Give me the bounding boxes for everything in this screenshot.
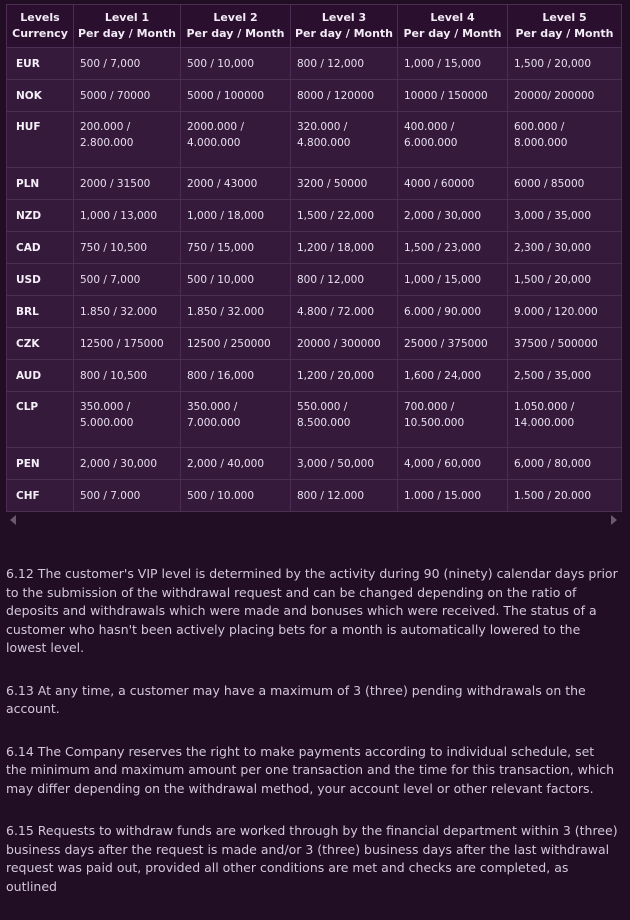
limit-value: 6.000 / 90.000 <box>404 305 482 318</box>
limit-value: 14.000.000 <box>514 417 575 429</box>
limit-cell-level-3 <box>291 80 398 112</box>
limit-cell-level-3 <box>291 480 398 512</box>
caret-right-icon[interactable] <box>611 515 617 525</box>
header-level-3 <box>291 5 398 48</box>
limit-cell-level-1 <box>74 232 181 264</box>
limit-value: 6000 / 85000 <box>514 177 585 190</box>
limit-value: 5000 / 100000 <box>187 89 265 102</box>
limit-cell-level-4 <box>398 296 508 328</box>
limit-value: 20000 / 300000 <box>297 337 381 350</box>
table-row <box>7 392 622 448</box>
limit-value: 12500 / 250000 <box>187 337 271 350</box>
currency-cell: NZD <box>7 200 74 232</box>
limit-value: 8.500.000 <box>297 417 351 429</box>
limit-value: 5000 / 70000 <box>80 89 151 102</box>
header-levels-currency <box>7 5 74 48</box>
table-row <box>7 328 622 360</box>
limit-value: 3200 / 50000 <box>297 177 368 190</box>
limit-cell-level-3 <box>291 328 398 360</box>
limit-value: 1,500 / 23,000 <box>404 241 482 254</box>
limit-cell-level-2 <box>181 264 291 296</box>
limit-cell-level-5 <box>508 392 622 448</box>
limit-cell-level-5 <box>508 264 622 296</box>
limit-value: 600.000 / 8.000.000 <box>514 121 568 149</box>
limit-value: 20000/ 200000 <box>514 89 595 102</box>
table-row <box>7 168 622 200</box>
header-level-2 <box>181 5 291 48</box>
limit-value: 2000.000 / <box>187 121 244 133</box>
header-level-1 <box>74 5 181 48</box>
limit-cell-level-5 <box>508 168 622 200</box>
limit-value: 4.000.000 <box>187 137 241 149</box>
limit-value: 550.000 / <box>297 401 348 413</box>
limit-cell-level-4 <box>398 200 508 232</box>
limit-value: 1.050.000 / <box>514 401 575 413</box>
table-row <box>7 480 622 512</box>
header-label: Level 1 <box>104 11 150 24</box>
limit-value: 3,000 / 35,000 <box>514 209 592 222</box>
limit-value: 1.850 / 32.000 <box>80 305 158 318</box>
limit-cell-level-5 <box>508 448 622 480</box>
withdrawal-limits-table <box>6 4 622 512</box>
currency-cell: CAD <box>7 232 74 264</box>
limit-cell-level-3 <box>291 296 398 328</box>
limit-cell-level-3 <box>291 168 398 200</box>
limit-cell-level-1 <box>74 200 181 232</box>
limit-cell-level-5 <box>508 328 622 360</box>
limit-cell-level-2 <box>181 232 291 264</box>
header-label: Level 2 <box>213 11 258 24</box>
header-label: Currency <box>12 27 68 40</box>
limit-cell-level-4 <box>398 80 508 112</box>
currency-cell: CLP <box>7 392 74 448</box>
limit-value: 25000 / 375000 <box>404 337 488 350</box>
header-label: Level 4 <box>430 11 475 24</box>
limit-cell-level-3 <box>291 264 398 296</box>
header-label: Per day / Month <box>186 27 285 40</box>
header-label: Per day / Month <box>403 27 502 40</box>
limit-value: 750 / 15,000 <box>187 241 254 254</box>
limit-value: 4.800.000 <box>297 137 351 149</box>
limit-value: 1,200 / 20,000 <box>297 369 375 382</box>
limit-value: 1,200 / 18,000 <box>297 241 375 254</box>
limit-value: 800 / 12,000 <box>297 57 364 70</box>
header-label: Per day / Month <box>515 27 614 40</box>
limit-cell-level-4 <box>398 48 508 80</box>
limit-cell-level-1 <box>74 480 181 512</box>
limit-cell-level-4 <box>398 112 508 168</box>
limit-value: 1.850 / 32.000 <box>187 305 265 318</box>
limit-cell-level-4 <box>398 328 508 360</box>
limit-value: 37500 / 500000 <box>514 337 598 350</box>
terms-paragraph: 6.12 The customer's VIP level is determined by the activity during 90 (ninety) calendar days prior to the submission of the withdrawal request and can be changed depending on the ratio of deposits and withdrawals which were made and bonuses which were received. The status of a customer who hasn't been actively placing bets for a month is automatically lowered to the lowest level. <box>6 566 618 655</box>
limit-value: 350.000 / <box>80 401 131 413</box>
limit-value: 800 / 12.000 <box>297 489 364 502</box>
limit-value: 400.000 / <box>404 121 455 133</box>
limit-cell-level-1 <box>74 168 181 200</box>
limit-cell-level-1 <box>74 112 181 168</box>
limit-value: 2,000 / 40,000 <box>187 457 265 470</box>
currency-cell: USD <box>7 264 74 296</box>
limit-cell-level-4 <box>398 232 508 264</box>
limits-table-wrapper <box>6 4 621 512</box>
table-header-row <box>7 5 622 48</box>
limit-value: 2,300 / 30,000 <box>514 241 592 254</box>
limit-cell-level-2 <box>181 448 291 480</box>
limit-cell-level-2 <box>181 168 291 200</box>
terms-paragraph: 6.13 At any time, a customer may have a maximum of 3 (three) pending withdrawals on the account. <box>6 682 586 716</box>
limit-cell-level-3 <box>291 232 398 264</box>
limit-cell-level-1 <box>74 360 181 392</box>
limit-value: 4,000 / 60,000 <box>404 457 482 470</box>
limit-cell-level-1 <box>74 392 181 448</box>
limit-cell-level-5 <box>508 80 622 112</box>
limit-cell-level-5 <box>508 360 622 392</box>
limit-value: 4000 / 60000 <box>404 177 475 190</box>
limit-value: 320.000 / <box>297 121 348 133</box>
limit-value: 1.000 / 15.000 <box>404 489 482 502</box>
limit-value: 7.000.000 <box>187 417 241 429</box>
header-label: Per day / Month <box>295 27 394 40</box>
caret-left-icon[interactable] <box>10 515 16 525</box>
limit-value: 1,000 / 15,000 <box>404 273 482 286</box>
terms-paragraph: 6.15 Requests to withdraw funds are worked through by the financial department within 3 (three) business days after the request is made and/or 3 (three) business days after the last withdrawal request was paid out, provided all other conditions are met and checks are completed, as outlined <box>6 823 618 894</box>
terms-text <box>6 565 618 920</box>
table-row <box>7 80 622 112</box>
table-row <box>7 264 622 296</box>
limit-cell-level-5 <box>508 296 622 328</box>
currency-cell: AUD <box>7 360 74 392</box>
limit-cell-level-1 <box>74 296 181 328</box>
limit-value: 800 / 12,000 <box>297 273 364 286</box>
limit-value: 2000 / 31500 <box>80 177 151 190</box>
limit-cell-level-4 <box>398 264 508 296</box>
limit-cell-level-1 <box>74 80 181 112</box>
limit-value: 1,500 / 20,000 <box>514 273 592 286</box>
limit-value: 1,500 / 20,000 <box>514 57 592 70</box>
limit-cell-level-5 <box>508 200 622 232</box>
limit-cell-level-2 <box>181 328 291 360</box>
limit-cell-level-3 <box>291 392 398 448</box>
table-row <box>7 112 622 168</box>
limit-value: 350.000 / <box>187 401 238 413</box>
limit-value: 2,500 / 35,000 <box>514 369 592 382</box>
limit-cell-level-5 <box>508 480 622 512</box>
currency-cell: EUR <box>7 48 74 80</box>
currency-cell: BRL <box>7 296 74 328</box>
header-label: Per day / Month <box>78 27 177 40</box>
terms-paragraph: 6.14 The Company reserves the right to make payments according to individual schedule, set the minimum and maximum amount per one transaction and the time for this transaction, which may differ depending on the withdrawal method, your account level or other relevant factors. <box>6 743 615 796</box>
limit-value: 500 / 7,000 <box>80 273 141 286</box>
header-label: Level 3 <box>321 11 367 24</box>
limit-value: 2.800.000 <box>80 137 134 149</box>
limit-value: 500 / 10,000 <box>187 273 254 286</box>
limit-cell-level-1 <box>74 328 181 360</box>
limit-value: 2,000 / 30,000 <box>80 457 158 470</box>
limit-value: 1,000 / 18,000 <box>187 209 265 222</box>
limit-cell-level-4 <box>398 480 508 512</box>
limit-cell-level-5 <box>508 112 622 168</box>
limit-value: 500 / 7.000 <box>80 489 141 502</box>
currency-cell: PEN <box>7 448 74 480</box>
limit-value: 8000 / 120000 <box>297 89 375 102</box>
currency-cell: CZK <box>7 328 74 360</box>
header-label: Level 5 <box>542 11 587 24</box>
limit-value: 1.500 / 20.000 <box>514 489 592 502</box>
limit-cell-level-4 <box>398 360 508 392</box>
limit-value: 9.000 / 120.000 <box>514 305 598 318</box>
header-level-4 <box>398 5 508 48</box>
currency-cell: PLN <box>7 168 74 200</box>
limit-cell-level-4 <box>398 392 508 448</box>
limit-value: 5.000.000 <box>80 417 134 429</box>
header-level-5 <box>508 5 622 48</box>
limit-value: 2,000 / 30,000 <box>404 209 482 222</box>
limit-cell-level-5 <box>508 48 622 80</box>
limit-cell-level-2 <box>181 80 291 112</box>
table-row <box>7 200 622 232</box>
limit-value: 1,000 / 15,000 <box>404 57 482 70</box>
limit-cell-level-1 <box>74 264 181 296</box>
limit-value: 700.000 / <box>404 401 455 413</box>
limit-value: 500 / 7,000 <box>80 57 141 70</box>
limit-value: 1,600 / 24,000 <box>404 369 482 382</box>
limit-value: 1,500 / 22,000 <box>297 209 375 222</box>
limit-value: 750 / 10,500 <box>80 241 147 254</box>
limit-value: 10000 / 150000 <box>404 89 488 102</box>
limit-cell-level-3 <box>291 360 398 392</box>
limit-cell-level-1 <box>74 448 181 480</box>
table-row <box>7 448 622 480</box>
limit-value: 500 / 10,000 <box>187 57 254 70</box>
limit-cell-level-3 <box>291 448 398 480</box>
limit-value: 800 / 16,000 <box>187 369 254 382</box>
limit-cell-level-2 <box>181 392 291 448</box>
table-row <box>7 48 622 80</box>
limit-cell-level-4 <box>398 448 508 480</box>
limit-value: 12500 / 175000 <box>80 337 164 350</box>
currency-cell: NOK <box>7 80 74 112</box>
table-row <box>7 360 622 392</box>
horizontal-scrollbar[interactable] <box>0 515 630 529</box>
limit-value: 3,000 / 50,000 <box>297 457 375 470</box>
limit-value: 2000 / 43000 <box>187 177 258 190</box>
limit-cell-level-3 <box>291 48 398 80</box>
limit-cell-level-4 <box>398 168 508 200</box>
limit-cell-level-1 <box>74 48 181 80</box>
limit-value: 4.800 / 72.000 <box>297 305 375 318</box>
limit-cell-level-5 <box>508 232 622 264</box>
limit-cell-level-2 <box>181 296 291 328</box>
limit-cell-level-2 <box>181 360 291 392</box>
limit-value: 10.500.000 <box>404 417 465 429</box>
header-label: Levels <box>20 11 60 24</box>
limit-cell-level-3 <box>291 112 398 168</box>
limit-cell-level-2 <box>181 112 291 168</box>
limit-value: 1,000 / 13,000 <box>80 209 158 222</box>
table-row <box>7 232 622 264</box>
currency-cell: HUF <box>7 112 74 168</box>
table-row <box>7 296 622 328</box>
limit-cell-level-2 <box>181 48 291 80</box>
limit-value: 500 / 10.000 <box>187 489 254 502</box>
limit-value: 6.000.000 <box>404 137 458 149</box>
limit-cell-level-2 <box>181 480 291 512</box>
limit-value: 800 / 10,500 <box>80 369 147 382</box>
limit-value: 6,000 / 80,000 <box>514 457 592 470</box>
limit-cell-level-3 <box>291 200 398 232</box>
limit-value: 200.000 / <box>80 121 131 133</box>
limit-cell-level-2 <box>181 200 291 232</box>
currency-cell: CHF <box>7 480 74 512</box>
table-body <box>7 48 622 512</box>
